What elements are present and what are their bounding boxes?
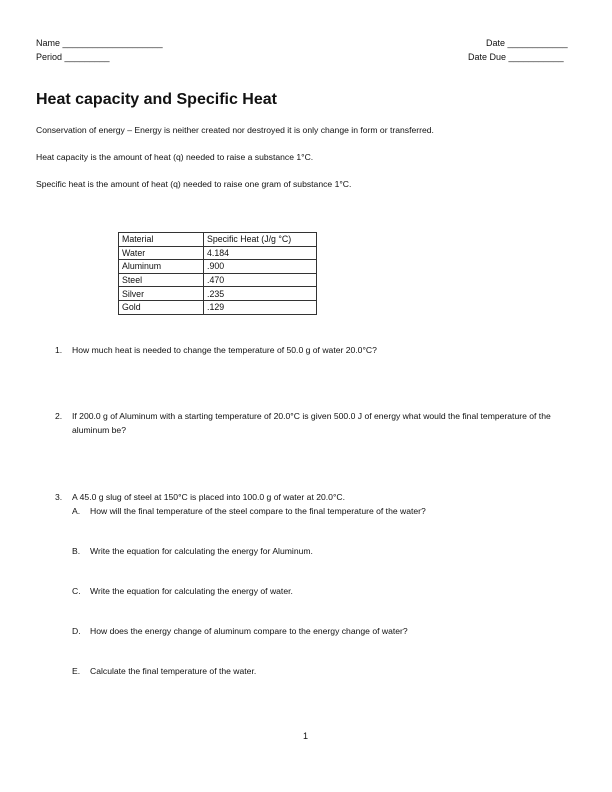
- subquestion-letter: B.: [72, 546, 81, 556]
- table-cell-value: 4.184: [204, 246, 317, 260]
- table-header-specific-heat: Specific Heat (J/g °C): [204, 233, 317, 247]
- question-text: If 200.0 g of Aluminum with a starting temperature of 20.0°C is given 500.0 J of energy what would the final temperature of the aluminum be?: [72, 411, 551, 435]
- table-cell-material: Steel: [119, 273, 204, 287]
- subquestion-letter: A.: [72, 506, 81, 516]
- date-due-field-label: Date Due ___________: [468, 52, 564, 62]
- table-cell-value: .129: [204, 300, 317, 314]
- page-number: 1: [303, 731, 309, 741]
- subquestion-text: How does the energy change of aluminum compare to the energy change of water?: [90, 626, 408, 636]
- table-cell-value: .900: [204, 260, 317, 274]
- table-cell-material: Silver: [119, 287, 204, 301]
- table-row: [119, 246, 317, 260]
- conservation-text: Conservation of energy – Energy is neither created nor destroyed it is only change in form or transferred.: [36, 125, 434, 135]
- question-number: 2.: [55, 411, 63, 421]
- question-text: How much heat is needed to change the temperature of 50.0 g of water 20.0°C?: [72, 345, 377, 355]
- name-field-label: Name ____________________: [36, 38, 163, 48]
- period-field-label: Period _________: [36, 52, 110, 62]
- table-cell-material: Gold: [119, 300, 204, 314]
- table-row: [119, 300, 317, 314]
- heat-capacity-text: Heat capacity is the amount of heat (q) needed to raise a substance 1°C.: [36, 152, 314, 162]
- date-field-label: Date ____________: [486, 38, 568, 48]
- subquestion-letter: D.: [72, 626, 81, 636]
- subquestion-letter: E.: [72, 666, 81, 676]
- subquestion-text: Write the equation for calculating the energy of water.: [90, 586, 293, 596]
- specific-heat-table: [118, 232, 317, 315]
- question-text: A 45.0 g slug of steel at 150°C is placed into 100.0 g of water at 20.0°C.: [72, 492, 345, 502]
- table-cell-material: Aluminum: [119, 260, 204, 274]
- table-row: [119, 273, 317, 287]
- subquestion-text: How will the final temperature of the steel compare to the final temperature of the water?: [90, 506, 426, 516]
- subquestion-text: Calculate the final temperature of the water.: [90, 666, 257, 676]
- table-cell-value: .470: [204, 273, 317, 287]
- table-cell-material: Water: [119, 246, 204, 260]
- question-number: 1.: [55, 345, 63, 355]
- table-header-material: Material: [119, 233, 204, 247]
- table-row: [119, 287, 317, 301]
- table-row: [119, 260, 317, 274]
- table-header-row: [119, 233, 317, 247]
- subquestion-letter: C.: [72, 586, 81, 596]
- specific-heat-text: Specific heat is the amount of heat (q) needed to raise one gram of substance 1°C.: [36, 179, 352, 189]
- subquestion-text: Write the equation for calculating the energy for Aluminum.: [90, 546, 313, 556]
- table-cell-value: .235: [204, 287, 317, 301]
- page-title: Heat capacity and Specific Heat: [36, 91, 277, 108]
- question-number: 3.: [55, 492, 63, 502]
